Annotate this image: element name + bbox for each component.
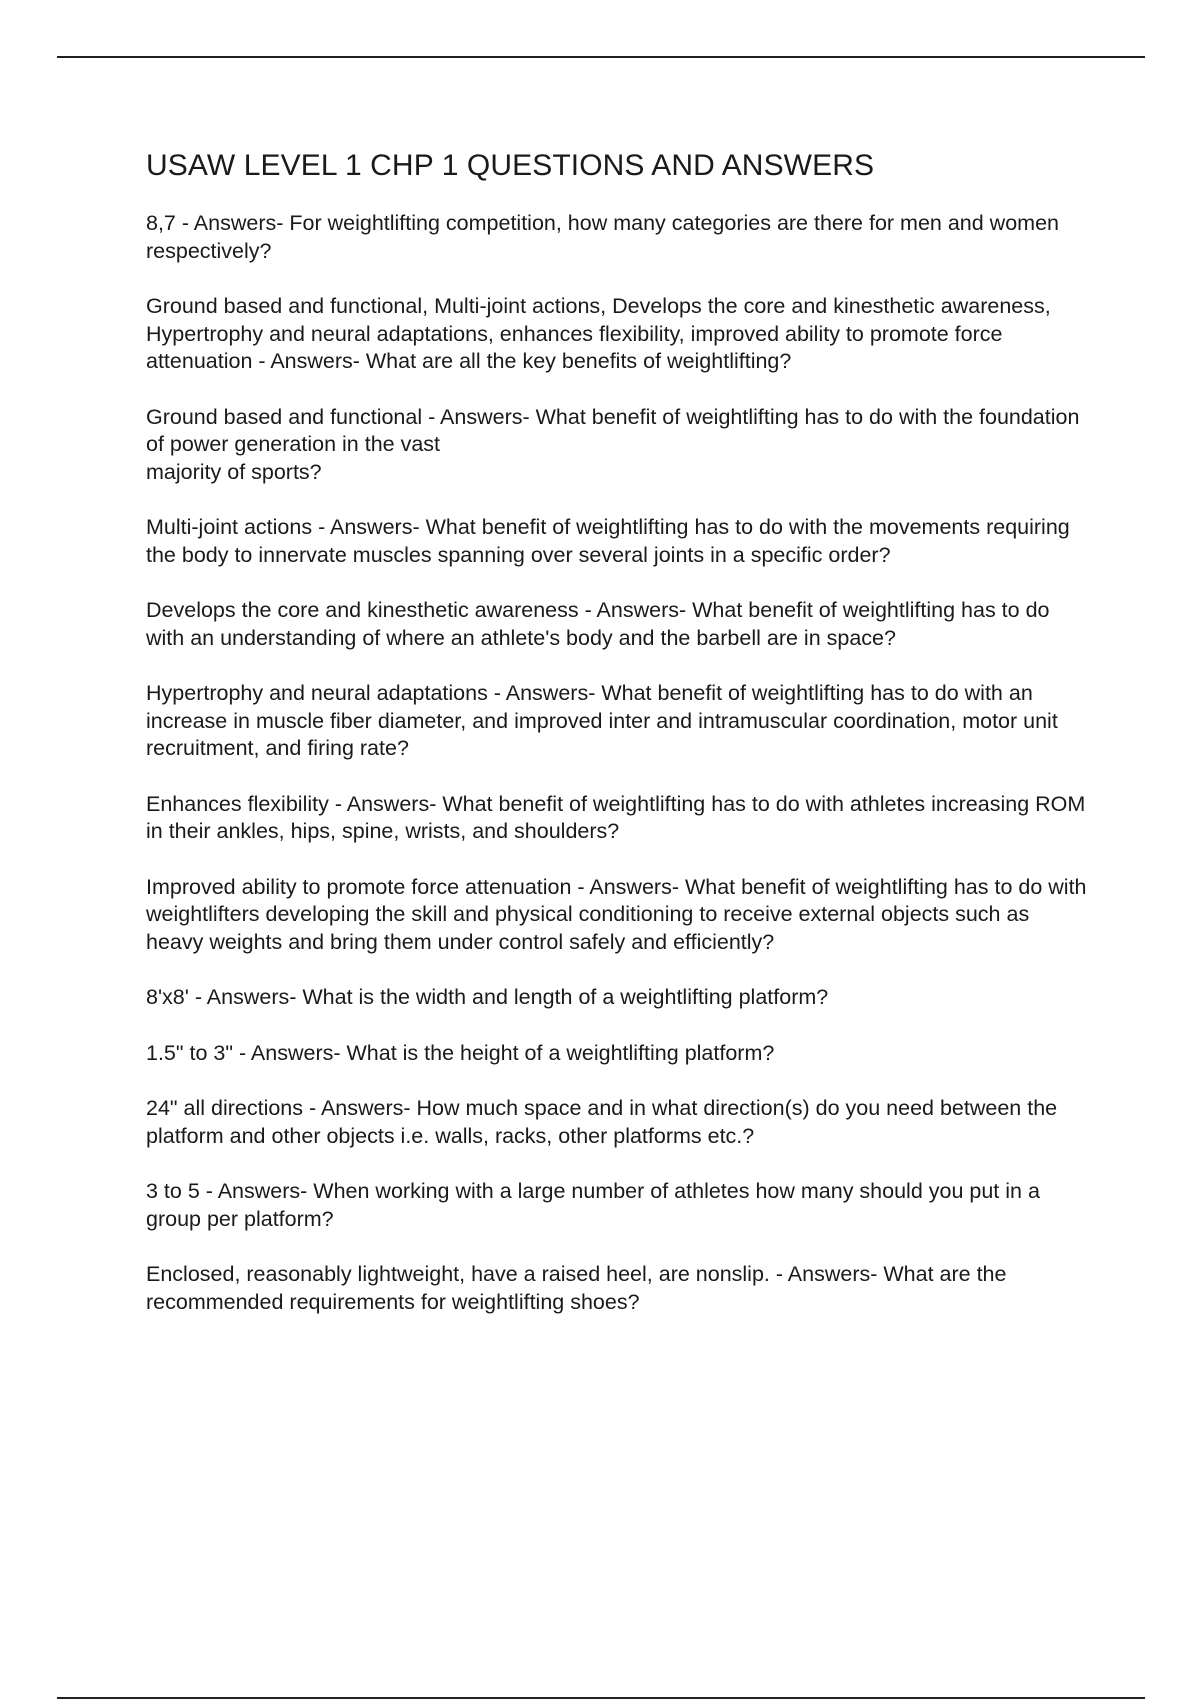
document-title: USAW LEVEL 1 CHP 1 QUESTIONS AND ANSWERS <box>146 149 875 182</box>
qa-entry: Develops the core and kinesthetic awareness - Answers- What benefit of weightlifting has to do with an understanding of where an athlete's body and the barbell are in space? <box>146 598 1050 650</box>
document-body <box>146 148 1091 1344</box>
qa-entry: Ground based and functional, Multi-joint actions, Develops the core and kinesthetic awareness, Hypertrophy and neural adaptations, enhances flexibility, improved ability to promote force attenuation - Answers- What are all the key benefits of weightlifting? <box>146 294 1051 373</box>
qa-entry: Enhances flexibility - Answers- What benefit of weightlifting has to do with athletes increasing ROM in their ankles, hips, spine, wrists, and shoulders? <box>146 791 1086 843</box>
header-rule <box>57 56 1145 58</box>
qa-entry: 24" all directions - Answers- How much space and in what direction(s) do you need between the platform and other objects i.e. walls, racks, other platforms etc.? <box>146 1096 1058 1148</box>
qa-entry: Improved ability to promote force attenuation - Answers- What benefit of weightlifting has to do with weightlifters developing the skill and physical conditioning to receive external objects such as heavy weights and bring them under control safely and efficiently? <box>146 874 1087 954</box>
qa-entry: 1.5" to 3" - Answers- What is the height of a weightlifting platform? <box>146 1040 775 1065</box>
qa-entry: 8,7 - Answers- For weightlifting competition, how many categories are there for men and women respectively? <box>146 211 1059 263</box>
qa-entry: Multi-joint actions - Answers- What benefit of weightlifting has to do with the movements requiring the body to innervate muscles spanning over several joints in a specific order? <box>146 515 1070 567</box>
footer-rule <box>57 1697 1145 1699</box>
qa-entry: Hypertrophy and neural adaptations - Answers- What benefit of weightlifting has to do with an increase in muscle fiber diameter, and improved inter and intramuscular coordination, motor unit recruitment, and firing rate? <box>146 681 1058 760</box>
qa-entry: 3 to 5 - Answers- When working with a large number of athletes how many should you put in a group per platform? <box>146 1179 1040 1231</box>
qa-entry: 8'x8' - Answers- What is the width and length of a weightlifting platform? <box>146 985 829 1009</box>
qa-entry: Ground based and functional - Answers- What benefit of weightlifting has to do with the foundation of power generation in the vast majority of sports? <box>146 404 1080 484</box>
qa-entry: Enclosed, reasonably lightweight, have a raised heel, are nonslip. - Answers- What are the recommended requirements for weightlifting shoes? <box>146 1262 1007 1314</box>
